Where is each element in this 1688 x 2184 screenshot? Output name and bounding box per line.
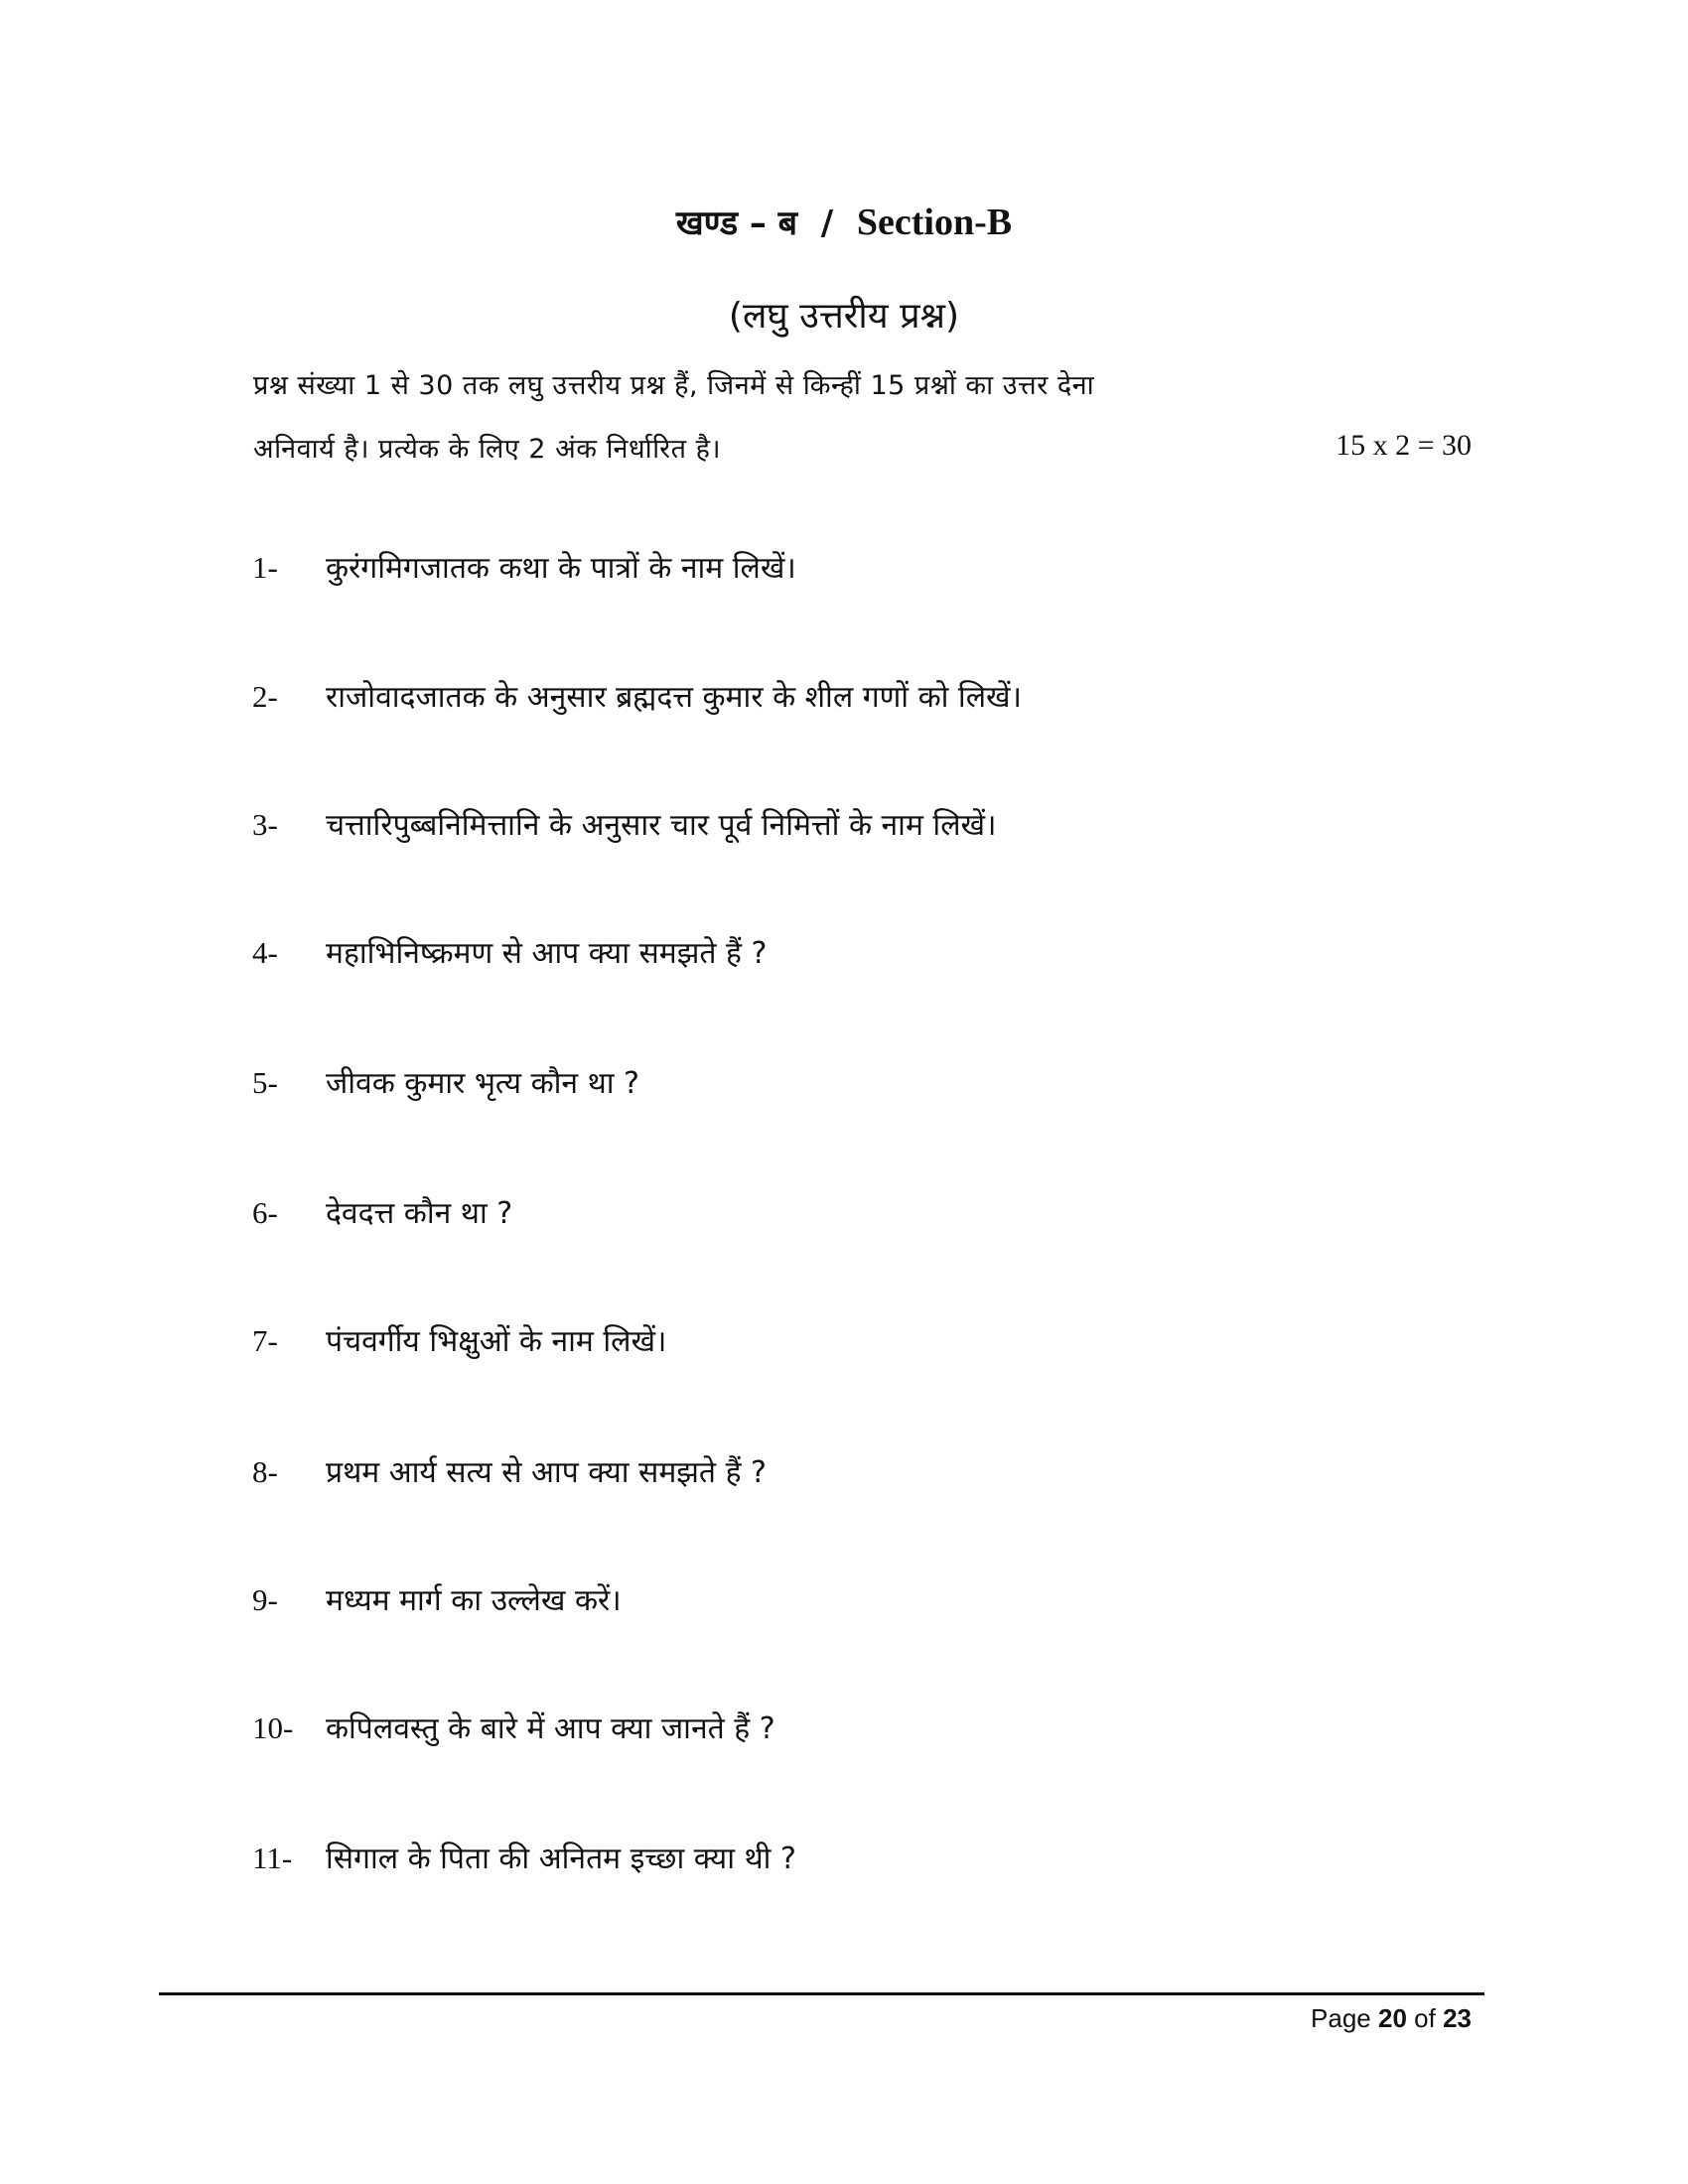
question-text: देवदत्त कौन था ? [326, 1196, 513, 1231]
page-of-label: of [1414, 2003, 1436, 2033]
question-number: 7- [252, 1323, 278, 1358]
question-number: 10- [252, 1710, 294, 1745]
question-item [252, 931, 767, 972]
page-number [1311, 2003, 1472, 2034]
question-text: सिगाल के पिता की अनितम इच्छा क्या थी ? [326, 1842, 796, 1876]
question-number: 11- [252, 1841, 293, 1875]
question-item [252, 1837, 796, 1877]
question-number: 9- [252, 1582, 278, 1617]
question-item [252, 1706, 775, 1747]
question-number: 8- [252, 1454, 278, 1489]
question-text: महाभिनिष्क्रमण से आप क्या समझते हैं ? [326, 936, 768, 971]
page-current: 20 [1378, 2003, 1407, 2033]
question-number: 3- [252, 807, 278, 842]
question-number: 1- [252, 550, 278, 585]
question-item [252, 1578, 622, 1619]
section-title-hindi: खण्ड – ब [675, 204, 798, 243]
instructions-line-1: प्रश्न संख्या 1 से 30 तक लघु उत्तरीय प्रश्न हैं, जिनमें से किन्हीं 15 प्रश्नों का उत्तर देना [253, 370, 1095, 401]
question-text: राजोवादजातक के अनुसार ब्रह्मदत्त कुमार के शील गणों को लिखें। [326, 680, 1022, 715]
question-item [252, 675, 1022, 716]
question-number: 5- [252, 1065, 278, 1100]
page-label: Page [1311, 2003, 1371, 2033]
section-subtitle: (लघु उत्तरीय प्रश्न) [728, 296, 960, 337]
section-title-english: Section-B [856, 202, 1013, 243]
section-title [0, 199, 1688, 244]
section-title-separator: / [820, 204, 834, 243]
question-number: 2- [252, 679, 278, 714]
question-text: जीवक कुमार भृत्य कौन था ? [326, 1066, 639, 1101]
question-text: चत्तारिपुब्बनिमित्तानि के अनुसार चार पूर्व निमित्तों के नाम लिखें। [326, 808, 997, 843]
question-text: कुरंगमिगजातक कथा के पात्रों के नाम लिखें। [326, 551, 796, 586]
question-item [252, 1319, 666, 1360]
question-number: 6- [252, 1195, 278, 1230]
instructions-line-2: अनिवार्य है। प्रत्येक के लिए 2 अंक निर्धारित है। [253, 434, 722, 465]
question-text: मध्यम मार्ग का उल्लेख करें। [326, 1583, 622, 1618]
marks-allocation: 15 x 2 = 30 [1336, 429, 1472, 462]
question-item [252, 1061, 639, 1102]
question-item [252, 546, 796, 587]
page-total: 23 [1443, 2003, 1472, 2033]
question-text: प्रथम आर्य सत्य से आप क्या समझते हैं ? [326, 1455, 767, 1490]
question-text: कपिलवस्तु के बारे में आप क्या जानते हैं ? [326, 1711, 775, 1746]
footer-divider [159, 1992, 1484, 1995]
question-text: पंचवर्गीय भिक्षुओं के नाम लिखें। [326, 1324, 667, 1359]
question-item [252, 1191, 512, 1232]
question-item [252, 803, 996, 844]
question-number: 4- [252, 935, 278, 970]
question-item [252, 1450, 767, 1491]
